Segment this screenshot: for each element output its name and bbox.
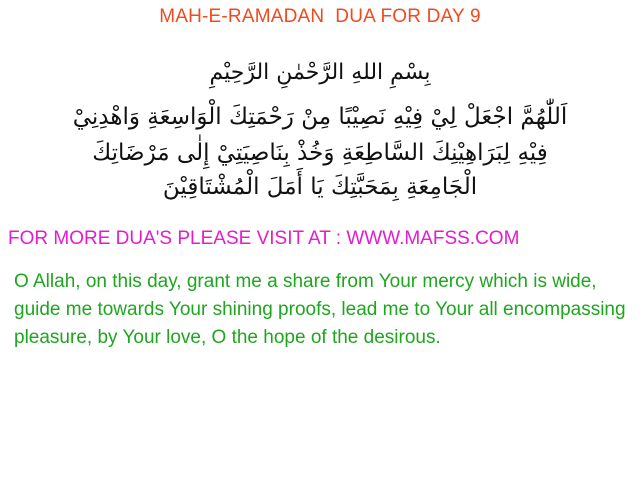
arabic-dua-line-1: اَللّٰهُمَّ اجْعَلْ لِيْ فِيْهِ نَصِيْبًا مِنْ رَحْمَتِكَ الْوَاسِعَةِ وَاهْدِنِيْ (72, 104, 568, 130)
arabic-dua-block (0, 60, 640, 200)
website-link-text: FOR MORE DUA'S PLEASE VISIT AT : WWW.MAFSS.COM (8, 228, 520, 249)
bismillah-calligraphy: بِسْمِ اللهِ الرَّحْمٰنِ الرَّحِيْمِ (209, 60, 431, 85)
arabic-dua-line-2: فِيْهِ لِبَرَاهِيْنِكَ السَّاطِعَةِ وَخُذْ بِنَاصِيَتِيْ إِلٰى مَرْضَاتِكَ (92, 140, 548, 166)
english-translation: O Allah, on this day, grant me a share from Your mercy which is wide, guide me towards Your shining proofs, lead me to Your all encompassing pleasure, by Your love, O the hope of the desirous. (14, 271, 626, 348)
arabic-dua-line-3: الْجَامِعَةِ بِمَحَبَّتِكَ يَا أَمَلَ الْمُشْتَاقِيْنَ (162, 174, 478, 200)
page-title: MAH-E-RAMADAN DUA FOR DAY 9 (159, 6, 481, 27)
